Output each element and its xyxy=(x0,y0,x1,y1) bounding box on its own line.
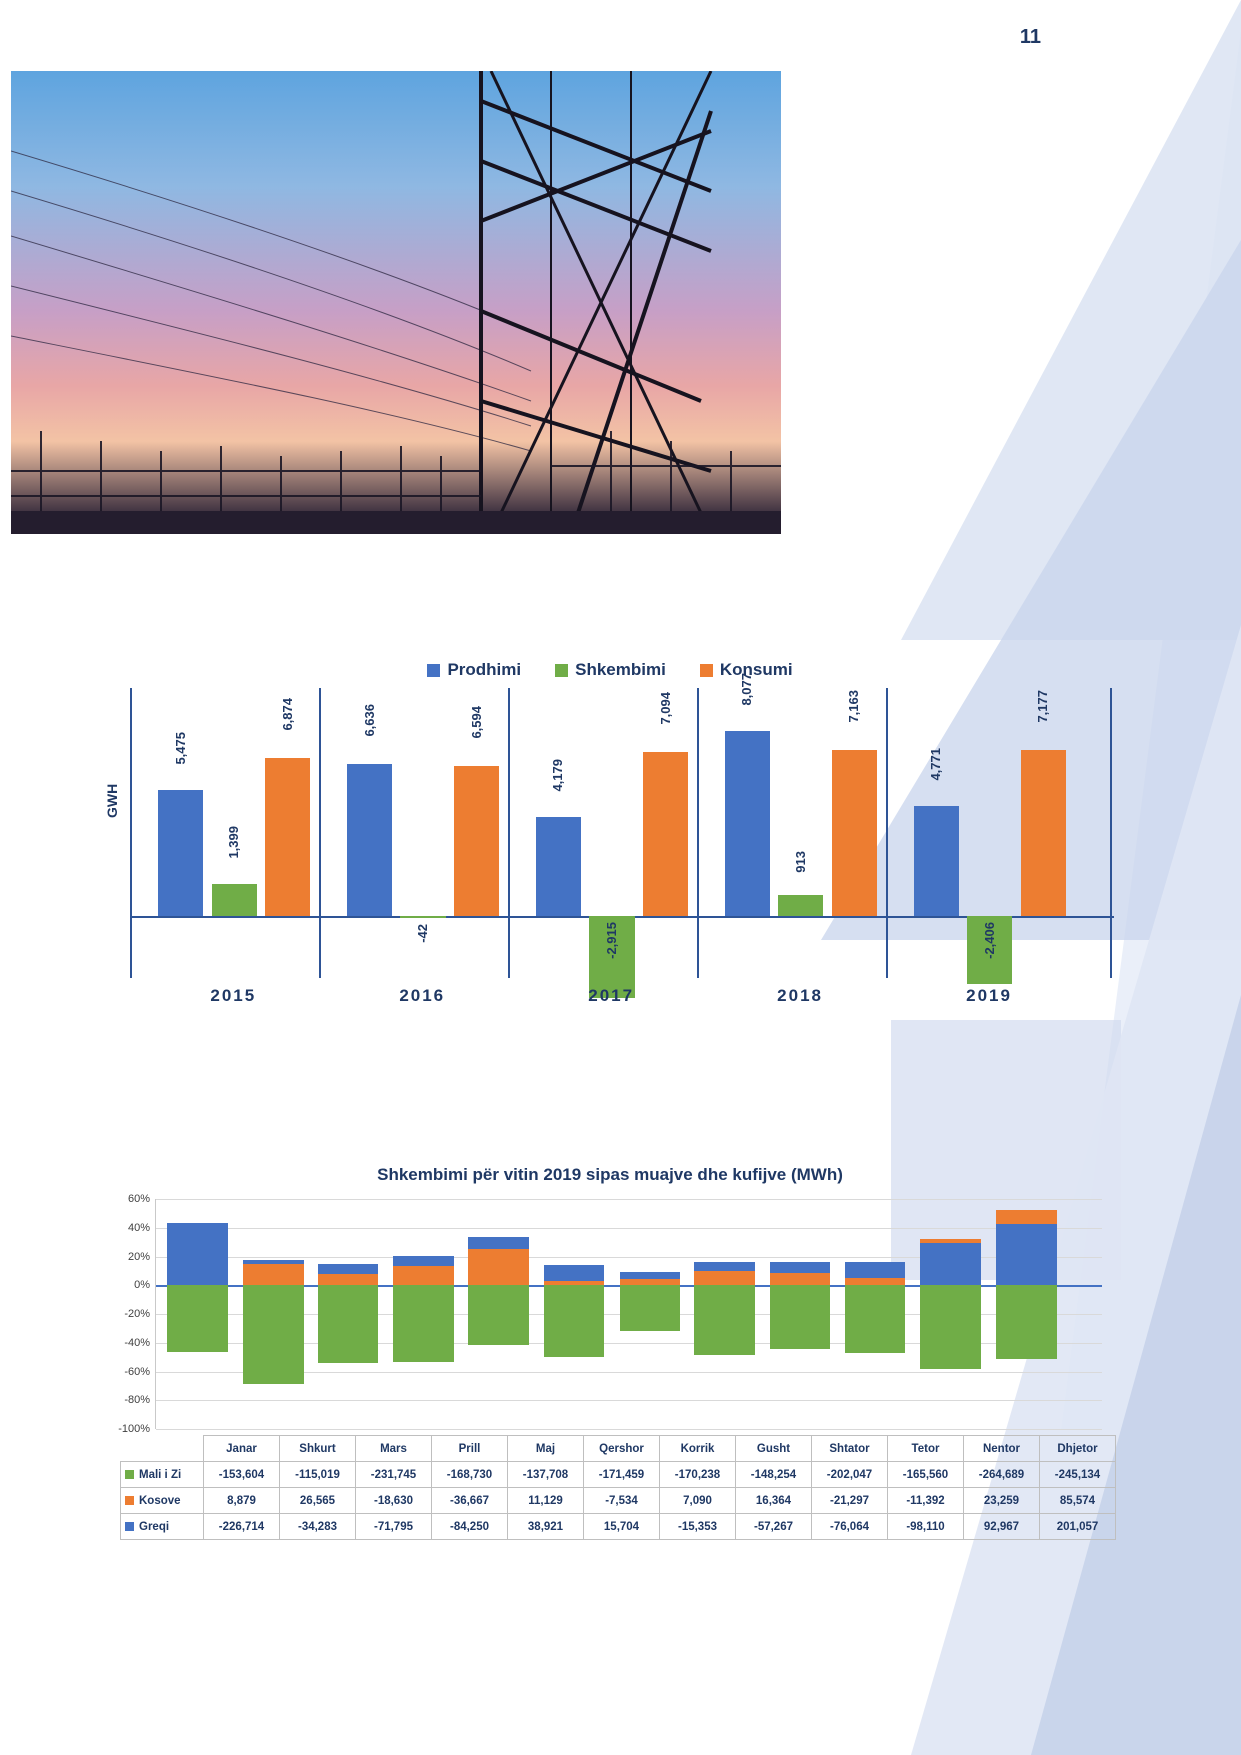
chart2-seg-korrik-greqi xyxy=(620,1272,681,1279)
chart2-seg-tetor-maliizi xyxy=(845,1285,906,1353)
legend-label-shkembimi: Shkembimi xyxy=(575,660,666,679)
chart1-xlabel-2016: 2016 xyxy=(399,986,446,1005)
chart1-group-2015 xyxy=(150,688,317,978)
chart2-seg-shtator-greqi xyxy=(770,1262,831,1273)
table-series-label-maliizi: Mali i Zi xyxy=(139,1468,182,1481)
chart2-seg-maj-maliizi xyxy=(468,1285,529,1345)
chart2-seg-mars-kosove xyxy=(318,1274,379,1285)
chart2-seg-dhjetor-kosove xyxy=(996,1210,1057,1224)
cell-greqi-dhjetor: 201,057 xyxy=(1040,1514,1116,1540)
legend-swatch-green xyxy=(555,664,568,677)
chart1-bar-2018-konsumi: 7,163 xyxy=(832,750,877,916)
cell-maliizi-shtator: -202,047 xyxy=(812,1462,888,1488)
chart2-seg-gusht-maliizi xyxy=(694,1285,755,1355)
table-row-months xyxy=(121,1436,1116,1462)
chart2-column-janar xyxy=(167,1199,228,1429)
chart1-bar-2017-prodhimi: 4,179 xyxy=(536,817,581,916)
monthly-exchange-chart xyxy=(100,1165,1120,1625)
table-month-shkurt: Shkurt xyxy=(280,1436,356,1462)
chart2-column-mars xyxy=(318,1199,379,1429)
cell-greqi-korrik: -15,353 xyxy=(660,1514,736,1540)
chart1-xlabel-2017: 2017 xyxy=(588,986,635,1005)
cell-greqi-nentor: 92,967 xyxy=(964,1514,1040,1540)
table-month-korrik: Korrik xyxy=(660,1436,736,1462)
chart1-group-2017 xyxy=(528,688,695,978)
chart2-gridline-m100 xyxy=(118,1423,1102,1435)
cell-greqi-prill: -84,250 xyxy=(432,1514,508,1540)
cell-greqi-shtator: -76,064 xyxy=(812,1514,888,1540)
chart1-bars xyxy=(130,673,1114,978)
cell-maliizi-tetor: -165,560 xyxy=(888,1462,964,1488)
chart2-seg-korrik-kosove xyxy=(620,1279,681,1285)
chart1-xlabel-2019: 2019 xyxy=(966,986,1012,1005)
cell-kosove-shtator: -21,297 xyxy=(812,1488,888,1514)
chart1-group-2019 xyxy=(905,688,1072,978)
chart1-xlabel-2015: 2015 xyxy=(210,986,257,1005)
chart1-axis-v4 xyxy=(886,688,888,978)
chart2-seg-qershor-greqi xyxy=(544,1265,605,1281)
table-month-shtator: Shtator xyxy=(812,1436,888,1462)
chart2-ytick-m40: -40% xyxy=(124,1336,150,1349)
chart1-bar-2019-shkembimi: -2,406 xyxy=(967,916,1012,984)
chart1-bar-2017-shkembimi: -2,915 xyxy=(589,916,634,998)
cell-kosove-qershor: -7,534 xyxy=(584,1488,660,1514)
table-series-greqi xyxy=(121,1514,204,1540)
chart1-bar-2016-shkembimi: -42 xyxy=(400,916,445,918)
chart2-column-maj xyxy=(468,1199,529,1429)
legend-item-prodhimi xyxy=(427,660,521,680)
chart2-seg-janar-maliizi xyxy=(167,1285,228,1352)
cell-maliizi-mars: -231,745 xyxy=(356,1462,432,1488)
chart1-axis-v5 xyxy=(1110,688,1112,978)
yearly-balance-chart xyxy=(100,660,1120,1040)
chart1-bar-2015-shkembimi: 1,399 xyxy=(212,884,257,916)
chart1-axis-v3 xyxy=(697,688,699,978)
table-key-blue-icon xyxy=(125,1522,134,1531)
chart2-seg-korrik-maliizi xyxy=(620,1285,681,1331)
chart2-column-korrik xyxy=(620,1199,681,1429)
table-series-maliizi xyxy=(121,1462,204,1488)
table-month-dhjetor: Dhjetor xyxy=(1040,1436,1116,1462)
cell-kosove-dhjetor: 85,574 xyxy=(1040,1488,1116,1514)
cell-greqi-tetor: -98,110 xyxy=(888,1514,964,1540)
chart2-seg-maj-kosove xyxy=(468,1249,529,1285)
chart1-axis-v2 xyxy=(508,688,510,978)
cell-kosove-mars: -18,630 xyxy=(356,1488,432,1514)
chart2-ytick-m20: -20% xyxy=(124,1308,150,1320)
chart2-column-prill xyxy=(393,1199,454,1429)
chart1-bar-2016-konsumi: 6,594 xyxy=(454,766,499,916)
chart2-data-table xyxy=(120,1435,1116,1540)
cell-maliizi-gusht: -148,254 xyxy=(736,1462,812,1488)
chart2-ytick-60: 60% xyxy=(127,1193,150,1205)
chart1-legend xyxy=(100,660,1120,680)
chart2-column-qershor xyxy=(544,1199,605,1429)
table-series-label-greqi: Greqi xyxy=(139,1520,170,1533)
cell-kosove-korrik: 7,090 xyxy=(660,1488,736,1514)
chart2-seg-shkurt-kosove xyxy=(243,1264,304,1286)
chart1-bar-2017-konsumi: 7,094 xyxy=(643,752,688,916)
table-month-prill: Prill xyxy=(432,1436,508,1462)
chart2-seg-tetor-greqi xyxy=(845,1262,906,1278)
chart2-seg-dhjetor-maliizi xyxy=(996,1285,1057,1359)
table-row-kosove xyxy=(121,1488,1116,1514)
chart2-column-gusht xyxy=(694,1199,755,1429)
chart2-plot-area xyxy=(118,1193,1102,1435)
chart1-axis-v1 xyxy=(319,688,321,978)
chart2-seg-prill-greqi xyxy=(393,1256,454,1266)
cell-greqi-maj: 38,921 xyxy=(508,1514,584,1540)
chart1-bar-2018-shkembimi: 913 xyxy=(778,895,823,916)
chart2-column-nentor xyxy=(920,1199,981,1429)
cell-kosove-nentor: 23,259 xyxy=(964,1488,1040,1514)
chart1-bar-2018-prodhimi: 8,077 xyxy=(725,731,770,916)
chart2-ytick-m60: -60% xyxy=(124,1365,150,1378)
table-row-maliizi xyxy=(121,1462,1116,1488)
chart2-ytick-m100: -100% xyxy=(118,1423,150,1435)
table-month-tetor: Tetor xyxy=(888,1436,964,1462)
cell-greqi-janar: -226,714 xyxy=(204,1514,280,1540)
table-month-qershor: Qershor xyxy=(584,1436,660,1462)
chart2-seg-gusht-greqi xyxy=(694,1262,755,1271)
chart1-axis-v0 xyxy=(130,688,132,978)
table-month-maj: Maj xyxy=(508,1436,584,1462)
cell-maliizi-dhjetor: -245,134 xyxy=(1040,1462,1116,1488)
chart2-ytick-40: 40% xyxy=(127,1221,150,1234)
chart2-seg-shtator-kosove xyxy=(770,1273,831,1285)
chart2-seg-prill-maliizi xyxy=(393,1285,454,1362)
cell-greqi-qershor: 15,704 xyxy=(584,1514,660,1540)
chart2-seg-shkurt-greqi xyxy=(243,1260,304,1264)
table-row-greqi xyxy=(121,1514,1116,1540)
chart2-seg-mars-greqi xyxy=(318,1264,379,1274)
cell-greqi-mars: -71,795 xyxy=(356,1514,432,1540)
chart2-title: Shkembimi për vitin 2019 sipas muajve dhe kufijve (MWh) xyxy=(377,1165,843,1184)
legend-swatch-blue xyxy=(427,664,440,677)
chart2-ytick-0: 0% xyxy=(134,1279,150,1292)
cell-kosove-maj: 11,129 xyxy=(508,1488,584,1514)
chart1-bar-2019-prodhimi: 4,771 xyxy=(914,806,959,916)
table-key-green-icon xyxy=(125,1470,134,1479)
legend-label-prodhimi: Prodhimi xyxy=(447,660,522,679)
table-month-mars: Mars xyxy=(356,1436,432,1462)
chart2-seg-prill-kosove xyxy=(393,1266,454,1285)
chart2-seg-tetor-kosove xyxy=(845,1278,906,1285)
table-month-janar: Janar xyxy=(204,1436,280,1462)
table-key-orange-icon xyxy=(125,1496,134,1505)
chart2-seg-mars-maliizi xyxy=(318,1285,379,1363)
chart1-bar-2015-konsumi: 6,874 xyxy=(265,758,310,916)
chart1-plot-area xyxy=(100,673,1120,1018)
chart1-xlabel-2018: 2018 xyxy=(777,986,823,1005)
legend-label-konsumi: Konsumi xyxy=(719,660,793,679)
chart2-column-dhjetor xyxy=(996,1199,1057,1429)
chart2-seg-gusht-kosove xyxy=(694,1271,755,1285)
table-series-kosove xyxy=(121,1488,204,1514)
chart2-seg-qershor-kosove xyxy=(544,1281,605,1285)
cell-maliizi-qershor: -171,459 xyxy=(584,1462,660,1488)
chart1-group-2018 xyxy=(716,673,883,978)
table-month-nentor: Nentor xyxy=(964,1436,1040,1462)
chart2-seg-nentor-greqi xyxy=(920,1243,981,1285)
cell-maliizi-nentor: -264,689 xyxy=(964,1462,1040,1488)
chart2-seg-shtator-maliizi xyxy=(770,1285,831,1349)
chart2-ytick-20: 20% xyxy=(127,1250,150,1263)
table-month-gusht: Gusht xyxy=(736,1436,812,1462)
table-corner-cell xyxy=(121,1436,204,1462)
cell-maliizi-shkurt: -115,019 xyxy=(280,1462,356,1488)
chart1-x-axis xyxy=(130,986,1114,1018)
chart2-seg-dhjetor-greqi xyxy=(996,1224,1057,1285)
cell-maliizi-janar: -153,604 xyxy=(204,1462,280,1488)
cell-maliizi-maj: -137,708 xyxy=(508,1462,584,1488)
chart2-ytick-m80: -80% xyxy=(124,1394,150,1407)
chart1-bar-2016-prodhimi: 6,636 xyxy=(347,764,392,916)
chart2-seg-nentor-maliizi xyxy=(920,1285,981,1369)
cell-kosove-gusht: 16,364 xyxy=(736,1488,812,1514)
page-number: 11 xyxy=(1019,26,1041,48)
cell-maliizi-korrik: -170,238 xyxy=(660,1462,736,1488)
chart1-bar-2019-konsumi: 7,177 xyxy=(1021,750,1066,916)
chart2-column-shtator xyxy=(770,1199,831,1429)
chart1-bar-2015-prodhimi: 5,475 xyxy=(158,790,203,916)
chart2-column-shkurt xyxy=(243,1199,304,1429)
hero-photo xyxy=(11,71,781,534)
chart1-group-2016 xyxy=(339,688,506,978)
chart2-seg-janar-greqi xyxy=(167,1223,228,1285)
pylon-illustration xyxy=(11,71,781,534)
chart2-column-tetor xyxy=(845,1199,906,1429)
legend-swatch-orange xyxy=(700,664,713,677)
chart1-y-axis-label: GWH xyxy=(104,783,120,818)
cell-kosove-shkurt: 26,565 xyxy=(280,1488,356,1514)
cell-kosove-janar: 8,879 xyxy=(204,1488,280,1514)
chart2-seg-qershor-maliizi xyxy=(544,1285,605,1357)
cell-greqi-gusht: -57,267 xyxy=(736,1514,812,1540)
chart2-seg-maj-greqi xyxy=(468,1237,529,1249)
legend-item-shkembimi xyxy=(555,660,666,680)
cell-greqi-shkurt: -34,283 xyxy=(280,1514,356,1540)
cell-kosove-prill: -36,667 xyxy=(432,1488,508,1514)
chart2-seg-shkurt-maliizi xyxy=(243,1285,304,1384)
cell-kosove-tetor: -11,392 xyxy=(888,1488,964,1514)
cell-maliizi-prill: -168,730 xyxy=(432,1462,508,1488)
table-series-label-kosove: Kosove xyxy=(139,1494,181,1507)
